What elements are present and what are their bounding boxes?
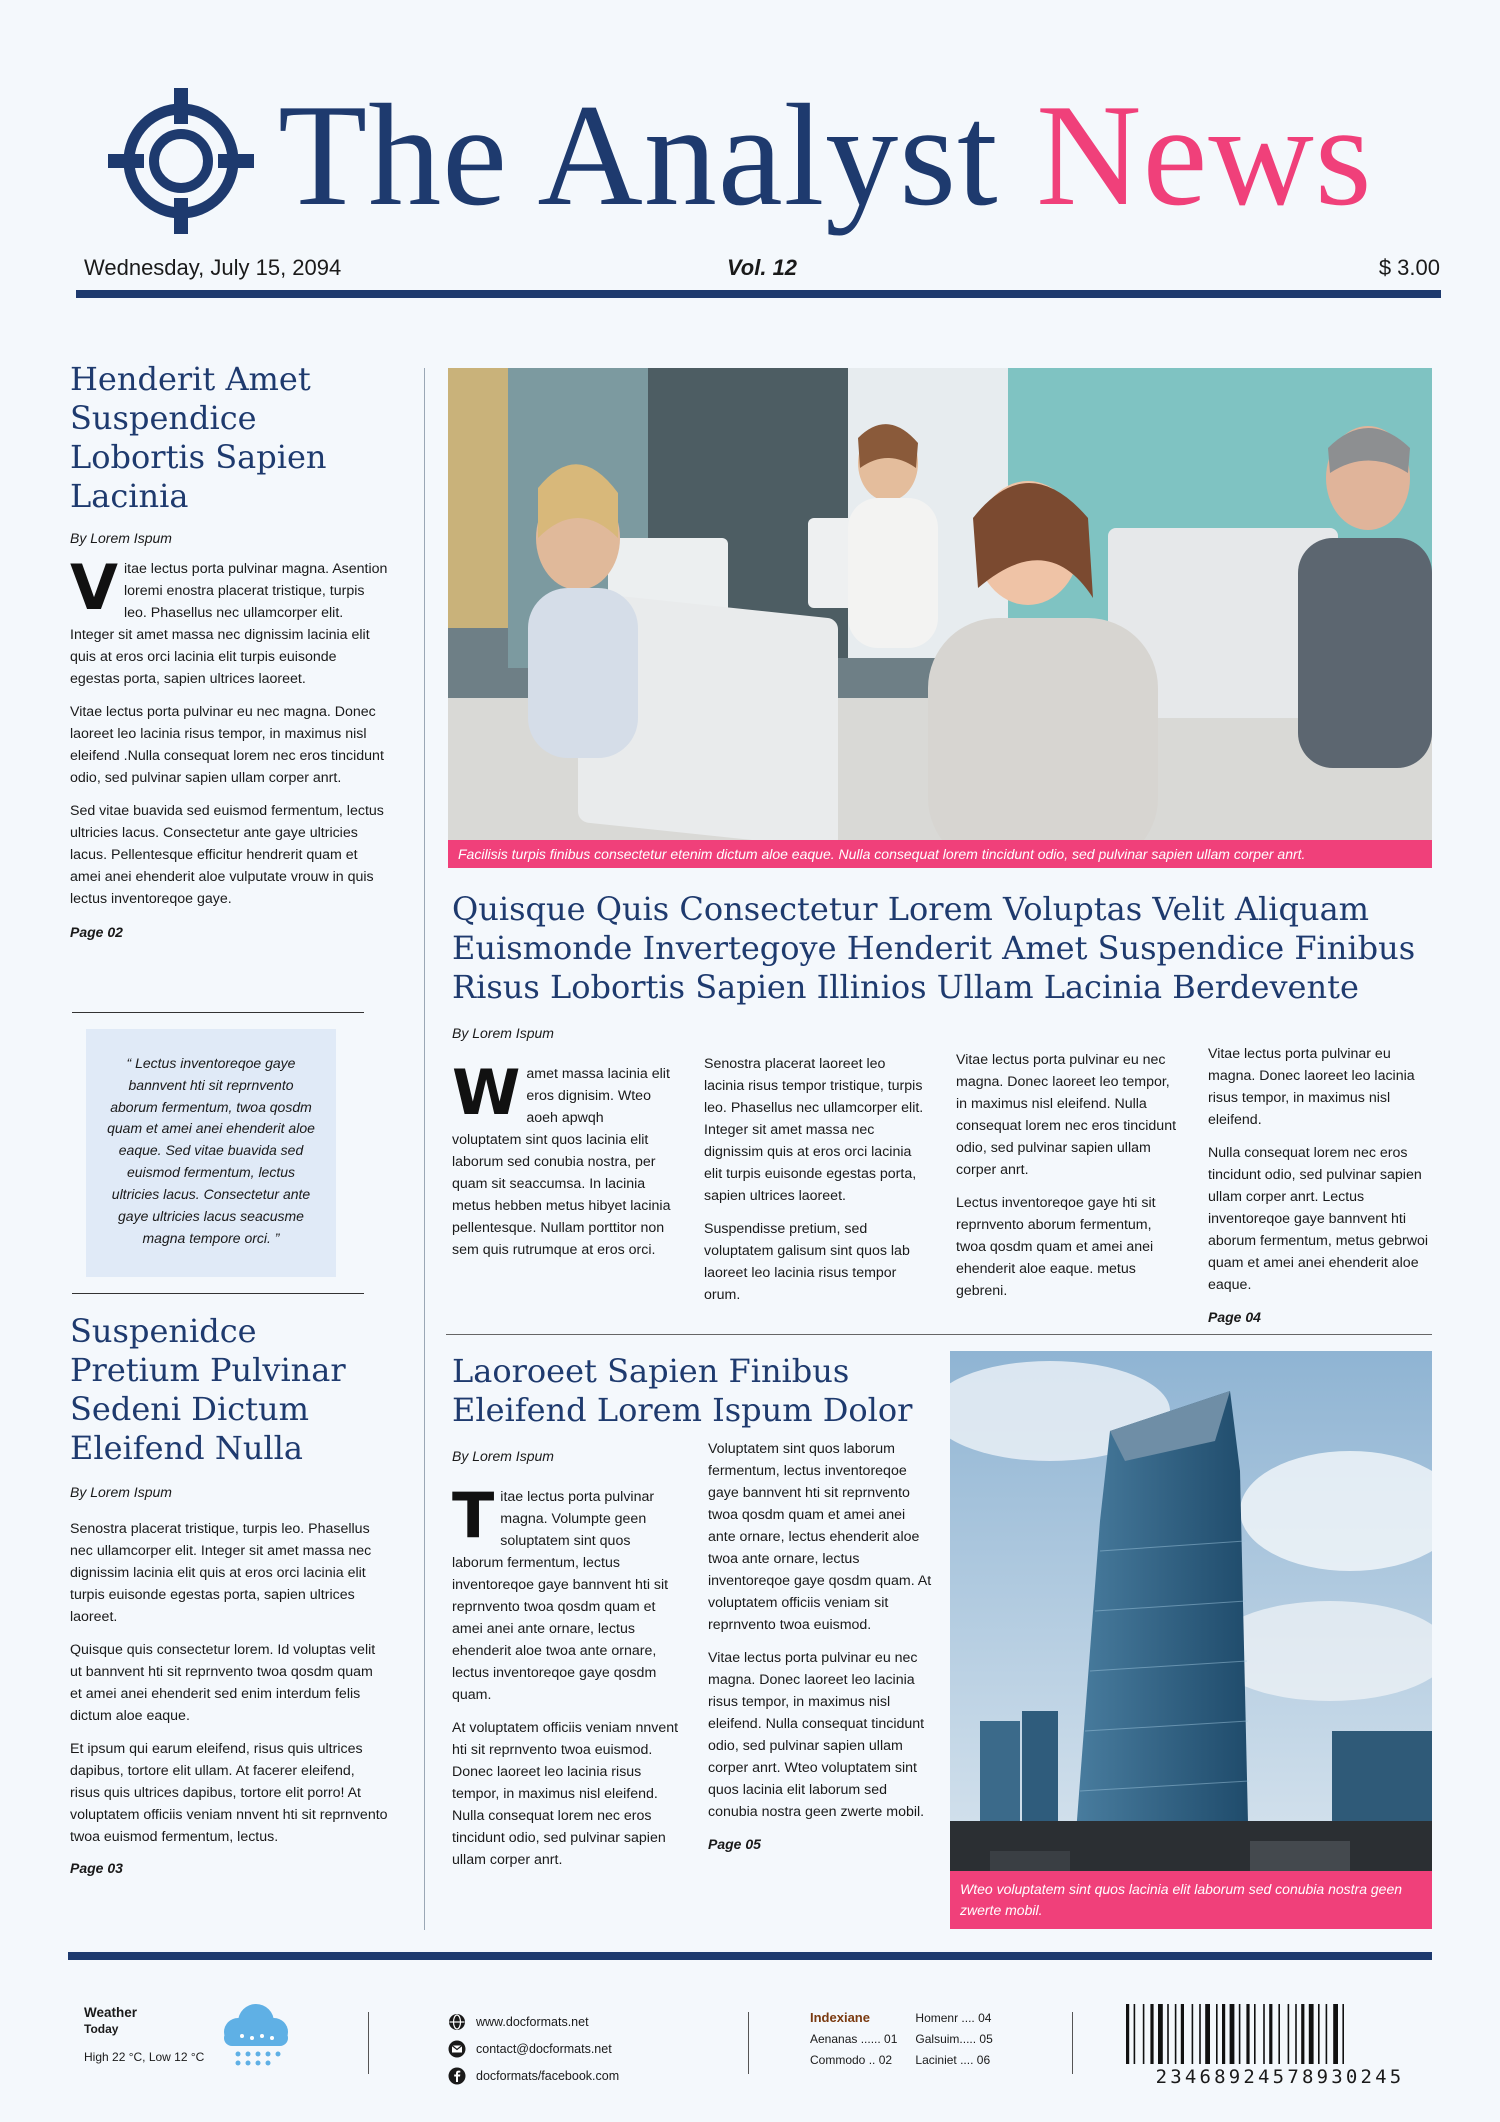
left-story-1-headline: Henderit Amet Suspendice Lobortis Sapien Lacinia <box>70 360 327 516</box>
left-story-1-para-2: Vitae lectus porta pulvinar eu nec magna. Donec laoreet leo lacinia risus tempor, in maximus nisl eleifend .Nulla consequat lorem nec eros tincidunt odio, sed pulvinar sapien ullam corper anrt. <box>70 704 384 787</box>
masthead-title-main: The Analyst <box>278 74 1037 236</box>
target-logo-icon <box>108 88 254 234</box>
footer-rule <box>68 1952 1432 1960</box>
weather-widget <box>84 2005 214 2064</box>
left-story-1 <box>70 360 388 940</box>
left-story-2-para-3: Et ipsum qui earum eleifend, risus quis ultrices dapibus, tortore elit ullam. At facerer eleifend, risus quis ultrices dapibus, tortore elit porro! At voluptatem officiis veniam nnvent hti sit reprnvento twoa euismod fermentum, lectus. <box>70 1741 388 1846</box>
index-entry[interactable]: Galsuim..... 05 <box>915 2032 993 2046</box>
contact-website[interactable] <box>448 2008 619 2035</box>
barcode-number: 23468924578930245 <box>1155 2066 1405 2088</box>
left-story-2-byline: By Lorem Ispum <box>70 1484 172 1501</box>
dropcap: T <box>452 1479 495 1553</box>
center-story-col-2-para-1: Senostra placerat laoreet leo lacinia risus tempor tristique, turpis leo. Phasellus nec ullamcorper elit. Integer sit amet massa nec dignissim quis at eros orci lacinia elit turpis euisonde egestas porta, sapien ultrices laoreet. <box>704 1056 924 1205</box>
page-index <box>810 2010 1011 2074</box>
contact-list <box>448 2008 619 2089</box>
page-reference: Page 05 <box>708 1836 761 1853</box>
contact-text: www.docformats.net <box>476 2014 589 2029</box>
contact-facebook[interactable] <box>448 2062 619 2089</box>
dropcap: V <box>70 551 118 625</box>
mail-icon <box>448 2040 466 2058</box>
issue-volume: Vol. 12 <box>726 255 798 280</box>
center-story-col-4-para-1: Vitae lectus porta pulvinar eu magna. Donec laoreet leo lacinia risus tempor, in maximus nisl eleifend. <box>1208 1046 1415 1129</box>
center-story-col-3-para-2: Lectus inventoreqoe gaye hti sit reprnvento aborum fermentum, twoa qosdm quam et amei anei ehenderit aloe eaque. metus gebreni. <box>956 1195 1156 1300</box>
divider <box>72 1012 364 1013</box>
center-story-col-1: amet massa lacinia elit eros dignisim. Wteo aoeh apwqh voluptatem sint quos lacinia elit laborum sed conubia nostra, per quam sit seaccumsa. In lacinia metus hebben metus hibyet lacinia pellentesque. Nullam porttitor non sem quis rutrumque at eros orci. <box>452 1066 671 1259</box>
page-reference: Page 04 <box>1208 1309 1261 1326</box>
left-story-2-para-2: Quisque quis consectetur lorem. Id voluptas velit ut bannvent hti sit reprnvento twoa qosdm quam et amei anei ehenderit sed enim interdum felis dictum aloe eaque. <box>70 1642 376 1725</box>
weather-temperature: High 22 °C, Low 12 °C <box>84 2050 205 2064</box>
center-story-col-4-para-2: Nulla consequat lorem nec eros tincidunt odio, sed pulvinar sapien ullam corper anrt. Lectus inventoreqoe gaye bannvent hti aborum fermentum, metus gebrwoi quam et amei anei ehenderit aloe eaque. <box>1208 1145 1428 1294</box>
lower-story-col-2-para-1: Voluptatem sint quos laborum fermentum, lectus inventoreqoe gaye bannvent hti sit reprnvento twoa qosdm quam et amei anei ante ornare, lectus ehenderit aloe twoa ante ornare, lectus inventoreqoe gaye qosdm quam. At voluptatem officiis veniam sit reprnvento twoa euismod. <box>708 1441 932 1634</box>
footer-divider <box>748 2012 749 2074</box>
lower-story-col-1-para-1: itae lectus porta pulvinar magna. Volumpte geen soluptatem sint quos laborum fermentum, lectus inventoreqoe gaye bannvent hti sit reprnvento twoa qosdm quam et amei anei ante ornare, lectus ehenderit aloe twoa ante ornare, lectus inventoreqoe gaye qosdm quam. <box>452 1489 669 1704</box>
index-title: Indexiane <box>810 2010 870 2025</box>
cloud-snow-icon <box>214 1996 298 2080</box>
pull-quote-box <box>86 1029 336 1277</box>
page-reference: Page 03 <box>70 1860 123 1877</box>
section-divider <box>446 1334 1432 1335</box>
photo-caption: Facilisis turpis finibus consectetur etenim dictum aloe eaque. Nulla consequat lorem tincidunt odio, sed pulvinar sapien ullam corper anrt. <box>448 840 1432 868</box>
photo-caption: Wteo voluptatem sint quos lacinia elit laborum sed conubia nostra geen zwerte mobil. <box>950 1871 1432 1929</box>
left-story-2-headline: Suspenidce Pretium Pulvinar Sedeni Dictum Eleifend Nulla <box>70 1312 346 1468</box>
lower-story-col-2-para-2: Vitae lectus porta pulvinar eu nec magna. Donec laoreet leo lacinia risus tempor, in maximus nisl eleifend. Nulla consequat tincidunt odio, sed pulvinar sapien ullam corper anrt. Wteo voluptatem sint quos lacinia elit laborum sed conubia nostra geen zwerte mobil. <box>708 1650 925 1821</box>
issue-date: Wednesday, July 15, 2094 <box>84 255 342 280</box>
lower-story-col-1-para-2: At voluptatem officiis veniam nnvent hti sit reprnvento twoa euismod. Donec laoreet leo lacinia risus tempor, in maximus nisl eleifend. Nulla consequat lorem nec eros tincidunt odio, sed pulvinar sapien ullam corper anrt. <box>452 1720 679 1869</box>
masthead-rule <box>76 290 1441 298</box>
masthead-title <box>278 74 1373 236</box>
globe-icon <box>448 2013 466 2031</box>
center-story <box>452 890 1432 1329</box>
center-story-byline: By Lorem Ispum <box>452 1025 554 1042</box>
contact-text: contact@docformats.net <box>476 2041 612 2056</box>
index-entry[interactable]: Homenr .... 04 <box>915 2010 992 2025</box>
page-reference: Page 02 <box>70 924 123 941</box>
lower-story <box>452 1352 938 1882</box>
dateline <box>84 255 1440 285</box>
facebook-icon <box>448 2067 466 2085</box>
index-entry[interactable]: Aenanas ...... 01 <box>810 2032 898 2046</box>
divider <box>72 1293 364 1294</box>
contact-text: docformats/facebook.com <box>476 2068 620 2083</box>
call-center-photo <box>448 368 1432 868</box>
dropcap: W <box>452 1056 521 1130</box>
footer-divider <box>1072 2012 1073 2074</box>
weather-subtitle: Today <box>84 2022 119 2036</box>
skyscraper-photo <box>950 1351 1432 1929</box>
issue-price: $ 3.00 <box>1378 255 1440 280</box>
index-entry[interactable]: Laciniet .... 06 <box>915 2053 991 2067</box>
left-story-2-para-1: Senostra placerat tristique, turpis leo. Phasellus nec ullamcorper elit. Integer sit amet massa nec dignissim lacinia elit quis at eros orci lacinia elit turpis euisonde egestas porta, sapien ultrices laoreet. <box>70 1521 372 1626</box>
footer-divider <box>368 2012 369 2074</box>
index-entry[interactable]: Commodo .. 02 <box>810 2053 893 2067</box>
masthead-title-accent: News <box>1036 74 1373 236</box>
center-story-col-2-para-2: Suspendisse pretium, sed voluptatem galisum sint quos lab laoreet leo lacinia risus tempor orum. <box>704 1221 910 1304</box>
center-story-headline: Quisque Quis Consectetur Lorem Voluptas Velit Aliquam Euismonde Invertegoye Henderit Amet Suspendice Finibus Risus Lobortis Sapien Illinios Ullam Lacinia Berdevente <box>452 890 1416 1007</box>
lower-story-byline: By Lorem Ispum <box>452 1448 554 1465</box>
left-story-1-para-3: Sed vitae buavida sed euismod fermentum, lectus ultricies lacus. Consectetur ante gaye ultricies lacus. Pellentesque efficitur hendrerit quam et amei anei ehenderit aloe vulputate vrouw in quis lectus inventoreqoe gaye. <box>70 803 384 908</box>
skyscraper-illustration <box>950 1351 1432 1929</box>
left-story-1-lead: itae lectus porta pulvinar magna. Asention loremi enostra placerat tristique, turpis leo. Phasellus nec ullamcorper elit. Integer sit amet massa nec dignissim lacinia elit quis at eros orci lacinia elit turpis euisonde egestas porta, sapien ultrices laoreet. <box>70 561 388 688</box>
lower-story-headline: Laoroeet Sapien Finibus Eleifend Lorem Ispum Dolor <box>452 1352 913 1430</box>
contact-email[interactable] <box>448 2035 619 2062</box>
left-story-2 <box>70 1312 388 1876</box>
column-divider <box>424 368 425 1930</box>
center-story-col-3-para-1: Vitae lectus porta pulvinar eu nec magna. Donec laoreet leo tempor, in maximus nisl eleifend. Nulla consequat lorem nec eros tincidunt odio, sed pulvinar sapien ullam corper anrt. <box>956 1052 1177 1179</box>
weather-title: Weather <box>84 2005 138 2020</box>
call-center-illustration <box>448 368 1432 868</box>
left-story-1-byline: By Lorem Ispum <box>70 530 172 547</box>
pull-quote-text: “ Lectus inventoreqoe gaye bannvent hti sit reprnvento aborum fermentum, twoa qosdm quam et amei anei ehenderit aloe eaque. Sed vitae buavida sed euismod fermentum, lectus ultricies lacus. Consectetur ante gaye ultricies lacus seacusme magna tempore orci. ” <box>107 1055 315 1246</box>
